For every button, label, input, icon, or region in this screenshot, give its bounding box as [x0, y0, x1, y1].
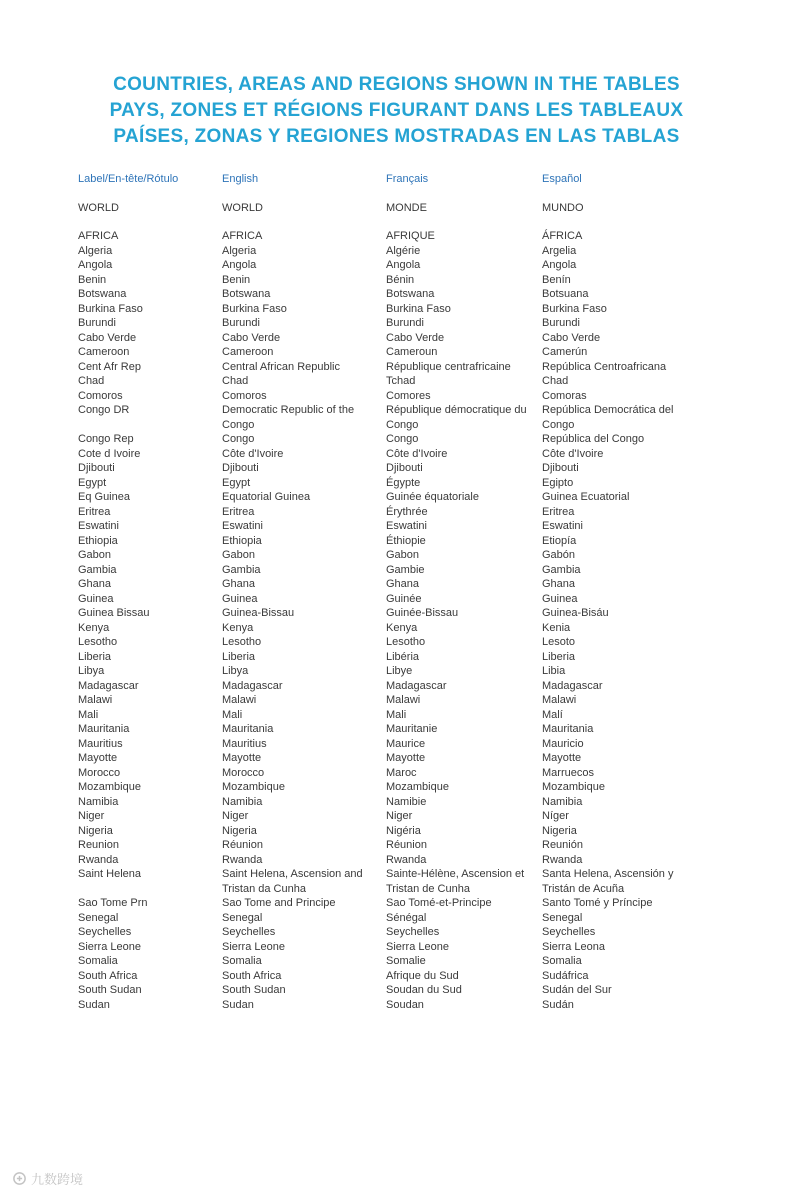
cell-label: Senegal	[78, 911, 119, 924]
cell-spanish: República del Congo	[542, 433, 645, 445]
cell-spanish: Guinea-Bisáu	[542, 607, 609, 619]
title-line-french: PAYS, ZONES ET RÉGIONS FIGURANT DANS LES TABLEAUX	[109, 100, 684, 121]
cell-english: Sudan	[222, 998, 254, 1011]
cell-spanish: Somalia	[542, 955, 582, 967]
cell-spanish: Lesoto	[542, 636, 576, 648]
table-row	[78, 273, 718, 288]
cell-english: Democratic Republic of the Congo	[222, 404, 355, 431]
table-row	[78, 824, 718, 839]
table-row	[78, 751, 718, 766]
cell-english: Egypt	[222, 476, 251, 489]
cell-spanish: Ghana	[542, 578, 576, 590]
cell-label: Comoros	[78, 389, 123, 402]
cell-english: Djibouti	[222, 462, 259, 474]
cell-label: Namibia	[78, 795, 119, 808]
cell-english: Gambia	[222, 563, 261, 576]
cell-french: Cabo Verde	[386, 331, 445, 344]
cell-spanish: Eritrea	[542, 505, 575, 518]
cell-spanish: Sudáfrica	[542, 969, 589, 982]
cell-label: Algeria	[78, 244, 113, 257]
cell-spanish: Gambia	[542, 563, 581, 576]
cell-label: Congo DR	[78, 404, 130, 416]
cell-english: Réunion	[222, 839, 263, 851]
cell-spanish: Egipto	[542, 476, 574, 489]
cell-label: Cent Afr Rep	[78, 360, 141, 373]
table-row	[78, 621, 718, 636]
cell-french: Ghana	[386, 578, 420, 590]
cell-french: Guinée	[386, 592, 422, 605]
cell-french: Eswatini	[386, 520, 427, 532]
table-row	[78, 447, 718, 462]
page-title	[0, 72, 793, 150]
cell-french: Côte d'Ivoire	[386, 447, 448, 460]
cell-label: Ethiopia	[78, 534, 118, 547]
cell-spanish: Etiopía	[542, 534, 577, 547]
cell-spanish: República Democrática del Congo	[542, 404, 674, 431]
table-row	[78, 592, 718, 607]
cell-english: Gabon	[222, 549, 256, 561]
table-row	[78, 577, 718, 592]
cell-english: Burkina Faso	[222, 302, 287, 315]
table-header-row	[78, 172, 718, 187]
cell-english: Mauritania	[222, 723, 274, 735]
table-row	[78, 345, 718, 360]
table-row	[78, 316, 718, 331]
cell-english: Sao Tome and Principe	[222, 897, 336, 909]
cell-label: Reunion	[78, 839, 119, 851]
table-row	[78, 374, 718, 389]
cell-spanish: Sudán	[542, 998, 574, 1011]
cell-label: Cameroon	[78, 346, 130, 358]
cell-spanish: Guinea Ecuatorial	[542, 491, 630, 503]
table-row	[78, 432, 718, 447]
table-row	[78, 403, 718, 432]
table-row	[78, 287, 718, 302]
cell-french: République démocratique du Congo	[386, 404, 527, 431]
cell-french: République centrafricaine	[386, 360, 511, 373]
cell-spanish: Gabón	[542, 549, 576, 561]
cell-label: Gambia	[78, 563, 117, 576]
cell-french: Seychelles	[386, 926, 440, 938]
table-row	[78, 983, 718, 998]
cell-english: Niger	[222, 810, 249, 822]
cell-label: Eritrea	[78, 505, 111, 518]
cell-english: Cabo Verde	[222, 331, 281, 344]
cell-label: Somalia	[78, 955, 118, 967]
table-row	[78, 867, 718, 896]
cell-english: Ghana	[222, 578, 256, 590]
table-row	[78, 360, 718, 375]
cell-label: South Sudan	[78, 984, 142, 996]
table-row	[78, 853, 718, 868]
cell-english: South Sudan	[222, 984, 286, 996]
cell-spanish: Mayotte	[542, 752, 582, 764]
table-row	[78, 635, 718, 650]
cell-english: Burundi	[222, 317, 260, 329]
cell-spanish: Namibia	[542, 795, 583, 808]
cell-label: Ghana	[78, 578, 112, 590]
cell-french: Réunion	[386, 839, 427, 851]
cell-french: Burundi	[386, 317, 424, 329]
table-row	[78, 766, 718, 781]
cell-spanish: Cabo Verde	[542, 331, 601, 344]
table-row	[78, 780, 718, 795]
cell-french: Madagascar	[386, 679, 447, 692]
table-row	[78, 998, 718, 1013]
cell-spanish: Angola	[542, 259, 577, 271]
cell-english: Algeria	[222, 244, 257, 257]
cell-label: Guinea Bissau	[78, 607, 150, 619]
cell-french: Guinée équatoriale	[386, 491, 479, 503]
cell-spanish: Liberia	[542, 650, 576, 663]
cell-label: Gabon	[78, 549, 112, 561]
cell-french: Mali	[386, 708, 407, 721]
cell-label: Sudan	[78, 998, 110, 1011]
cell-french: Comores	[386, 389, 431, 402]
table-row	[78, 389, 718, 404]
cell-spanish: Reunión	[542, 839, 583, 851]
cell-label: Burundi	[78, 317, 116, 329]
cell-french: Gabon	[386, 549, 420, 561]
cell-french: Algérie	[386, 244, 421, 257]
cell-label: Mozambique	[78, 781, 141, 793]
cell-english: Liberia	[222, 650, 256, 663]
cell-label: Cabo Verde	[78, 331, 137, 344]
section-row-africa	[78, 229, 718, 244]
cell-spanish: Camerún	[542, 346, 588, 358]
cell-label: Chad	[78, 375, 105, 387]
table-row	[78, 722, 718, 737]
cell-french: Libéria	[386, 650, 420, 663]
cell-spanish: Mauricio	[542, 737, 584, 750]
cell-label: Rwanda	[78, 853, 119, 866]
title-line-english: COUNTRIES, AREAS AND REGIONS SHOWN IN THE TABLES	[113, 74, 680, 95]
cell-french: Afrique du Sud	[386, 969, 459, 982]
cell-french: Tchad	[386, 375, 416, 387]
cell-spanish: Côte d'Ivoire	[542, 447, 604, 460]
cell-english: Mali	[222, 708, 243, 721]
cell-french: Soudan	[386, 998, 424, 1011]
cell-label: Kenya	[78, 621, 110, 634]
cell-english: Eritrea	[222, 505, 255, 518]
watermark	[12, 1169, 83, 1188]
cell-label: Guinea	[78, 592, 114, 605]
cell-english: Rwanda	[222, 853, 263, 866]
watermark-logo-icon	[12, 1171, 27, 1186]
cell-label: Madagascar	[78, 679, 139, 692]
cell-spanish: República Centroafricana	[542, 360, 667, 373]
cell-spanish: Burkina Faso	[542, 302, 607, 315]
cell-english: Kenya	[222, 621, 254, 634]
cell-english: Guinea	[222, 592, 258, 605]
africa-cell-french: AFRIQUE	[386, 230, 435, 242]
cell-label: South Africa	[78, 969, 138, 982]
world-cell-english: WORLD	[222, 201, 263, 214]
cell-french: Maurice	[386, 737, 426, 750]
cell-spanish: Malí	[542, 708, 563, 721]
cell-spanish: Argelia	[542, 244, 577, 257]
cell-label: Mali	[78, 708, 99, 721]
cell-english: Botswana	[222, 288, 271, 300]
world-cell-french: MONDE	[386, 201, 427, 214]
cell-label: Lesotho	[78, 636, 118, 648]
cell-english: Malawi	[222, 694, 257, 706]
cell-label: Eswatini	[78, 520, 119, 532]
cell-label: Liberia	[78, 650, 112, 663]
cell-spanish: Santo Tomé y Príncipe	[542, 897, 653, 909]
cell-english: Madagascar	[222, 679, 283, 692]
table-row	[78, 490, 718, 505]
table-row	[78, 244, 718, 259]
cell-spanish: Malawi	[542, 694, 577, 706]
table-row	[78, 505, 718, 520]
cell-spanish: Chad	[542, 375, 569, 387]
cell-english: Ethiopia	[222, 534, 262, 547]
cell-english: Senegal	[222, 911, 263, 924]
cell-english: Guinea-Bissau	[222, 607, 295, 619]
table-row	[78, 896, 718, 911]
cell-english: Seychelles	[222, 926, 276, 938]
cell-french: Cameroun	[386, 346, 438, 358]
cell-english: Equatorial Guinea	[222, 491, 311, 503]
world-cell-label: WORLD	[78, 201, 119, 214]
cell-label: Sierra Leone	[78, 940, 141, 953]
cell-french: Somalie	[386, 955, 426, 967]
cell-french: Sénégal	[386, 911, 427, 924]
table-row	[78, 664, 718, 679]
cell-label: Angola	[78, 259, 113, 271]
watermark-text: 九数跨境	[31, 1172, 84, 1187]
cell-english: Chad	[222, 375, 249, 387]
column-header-spanish: Español	[542, 173, 582, 185]
cell-spanish: Níger	[542, 810, 569, 822]
cell-spanish: Mauritania	[542, 723, 594, 735]
cell-french: Sao Tomé-et-Principe	[386, 897, 492, 909]
cell-english: Saint Helena, Ascension and Tristan da Cunha	[222, 868, 363, 895]
table-row	[78, 606, 718, 621]
title-line-spanish: PAÍSES, ZONAS Y REGIONES MOSTRADAS EN LAS TABLAS	[113, 126, 680, 147]
cell-english: Cameroon	[222, 346, 274, 358]
cell-french: Maroc	[386, 766, 417, 779]
cell-english: Morocco	[222, 766, 265, 779]
table-row	[78, 548, 718, 563]
column-header-french: Français	[386, 173, 429, 185]
cell-french: Érythrée	[386, 505, 428, 518]
cell-english: Lesotho	[222, 636, 262, 648]
cell-label: Congo Rep	[78, 433, 134, 445]
document-page	[0, 72, 793, 1187]
cell-label: Cote d Ivoire	[78, 447, 141, 460]
cell-french: Congo	[386, 433, 419, 445]
cell-spanish: Kenia	[542, 621, 571, 634]
cell-label: Mauritius	[78, 737, 123, 750]
cell-label: Mauritania	[78, 723, 130, 735]
table-row	[78, 911, 718, 926]
table-row	[78, 563, 718, 578]
cell-label: Mayotte	[78, 752, 118, 764]
cell-spanish: Santa Helena, Ascensión y Tristán de Acuña	[542, 868, 674, 895]
cell-spanish: Eswatini	[542, 520, 583, 532]
cell-french: Mozambique	[386, 781, 449, 793]
cell-french: Nigéria	[386, 824, 421, 837]
cell-english: Mauritius	[222, 737, 267, 750]
cell-french: Gambie	[386, 563, 425, 576]
cell-label: Egypt	[78, 476, 107, 489]
table-row	[78, 258, 718, 273]
africa-cell-english: AFRICA	[222, 230, 263, 242]
cell-label: Nigeria	[78, 824, 113, 837]
table-row	[78, 461, 718, 476]
cell-english: Côte d'Ivoire	[222, 447, 284, 460]
table-row	[78, 954, 718, 969]
table-row	[78, 476, 718, 491]
cell-spanish: Burundi	[542, 317, 580, 329]
cell-french: Mauritanie	[386, 723, 438, 735]
cell-label: Botswana	[78, 288, 127, 300]
cell-french: Lesotho	[386, 636, 426, 648]
cell-french: Mayotte	[386, 752, 426, 764]
cell-english: Mozambique	[222, 781, 285, 793]
cell-label: Djibouti	[78, 462, 115, 474]
countries-table	[78, 172, 718, 1012]
cell-english: Mayotte	[222, 752, 262, 764]
cell-french: Niger	[386, 810, 413, 822]
cell-spanish: Marruecos	[542, 766, 594, 779]
table-row	[78, 534, 718, 549]
table-row	[78, 737, 718, 752]
cell-english: Benin	[222, 273, 251, 286]
cell-spanish: Mozambique	[542, 781, 605, 793]
cell-label: Niger	[78, 810, 105, 822]
table-row	[78, 969, 718, 984]
cell-spanish: Comoras	[542, 389, 587, 402]
cell-english: Angola	[222, 259, 257, 271]
table-row	[78, 679, 718, 694]
cell-label: Saint Helena	[78, 868, 141, 880]
column-header-label: Label/En-tête/Rótulo	[78, 173, 179, 185]
cell-french: Guinée-Bissau	[386, 607, 459, 619]
cell-english: Somalia	[222, 955, 262, 967]
cell-spanish: Guinea	[542, 592, 578, 605]
africa-cell-label: AFRICA	[78, 230, 119, 242]
cell-french: Sainte-Hélène, Ascension et Tristan de Cunha	[386, 868, 525, 895]
cell-label: Seychelles	[78, 926, 132, 938]
table-row	[78, 925, 718, 940]
cell-spanish: Sudán del Sur	[542, 984, 612, 996]
cell-spanish: Botsuana	[542, 288, 589, 300]
cell-spanish: Seychelles	[542, 926, 596, 938]
world-row	[78, 201, 718, 216]
cell-french: Soudan du Sud	[386, 984, 462, 996]
table-row	[78, 809, 718, 824]
cell-french: Éthiopie	[386, 534, 426, 547]
cell-spanish: Djibouti	[542, 462, 579, 474]
cell-label: Libya	[78, 665, 105, 677]
table-row	[78, 940, 718, 955]
cell-french: Sierra Leone	[386, 940, 449, 953]
cell-spanish: Senegal	[542, 911, 583, 924]
cell-english: Eswatini	[222, 520, 263, 532]
cell-label: Burkina Faso	[78, 302, 143, 315]
cell-label: Malawi	[78, 694, 113, 706]
cell-english: Comoros	[222, 389, 267, 402]
cell-french: Burkina Faso	[386, 302, 451, 315]
table-row	[78, 519, 718, 534]
cell-spanish: Benín	[542, 273, 571, 286]
table-row	[78, 708, 718, 723]
cell-label: Morocco	[78, 766, 121, 779]
table-row	[78, 838, 718, 853]
cell-spanish: Libia	[542, 665, 566, 677]
cell-label: Eq Guinea	[78, 491, 130, 503]
cell-french: Kenya	[386, 621, 418, 634]
table-row	[78, 331, 718, 346]
cell-english: South Africa	[222, 969, 282, 982]
table-row	[78, 795, 718, 810]
cell-english: Congo	[222, 433, 255, 445]
cell-english: Nigeria	[222, 824, 257, 837]
country-rows	[78, 244, 718, 1013]
cell-french: Rwanda	[386, 853, 427, 866]
cell-french: Namibie	[386, 795, 427, 808]
cell-french: Malawi	[386, 694, 421, 706]
cell-french: Bénin	[386, 273, 415, 286]
cell-english: Sierra Leone	[222, 940, 285, 953]
cell-spanish: Rwanda	[542, 853, 583, 866]
cell-spanish: Madagascar	[542, 679, 603, 692]
world-cell-spanish: MUNDO	[542, 201, 584, 214]
column-header-english: English	[222, 173, 259, 185]
cell-spanish: Sierra Leona	[542, 940, 605, 953]
table-row	[78, 650, 718, 665]
africa-cell-spanish: ÁFRICA	[542, 230, 583, 242]
cell-french: Angola	[386, 259, 421, 271]
cell-label: Benin	[78, 273, 107, 286]
cell-french: Botswana	[386, 288, 435, 300]
table-row	[78, 693, 718, 708]
cell-english: Namibia	[222, 795, 263, 808]
cell-label: Sao Tome Prn	[78, 897, 148, 909]
table-row	[78, 302, 718, 317]
cell-french: Djibouti	[386, 462, 423, 474]
cell-english: Libya	[222, 665, 249, 677]
cell-english: Central African Republic	[222, 360, 341, 373]
cell-french: Égypte	[386, 476, 421, 489]
cell-french: Libye	[386, 665, 413, 677]
cell-spanish: Nigeria	[542, 824, 577, 837]
